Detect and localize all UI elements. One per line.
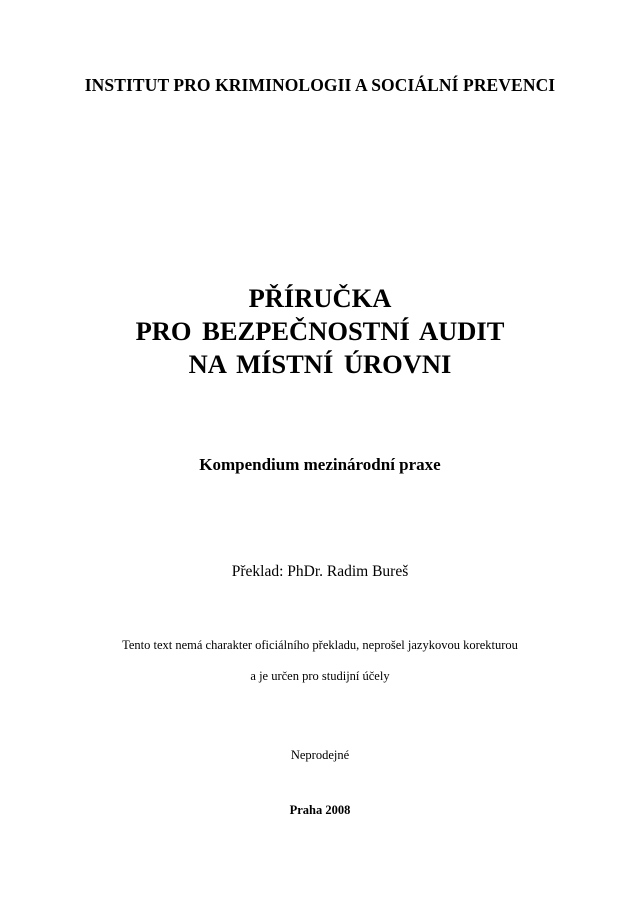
title-line-1: PŘÍRUČKA (248, 283, 392, 313)
title-line-2: PRO BEZPEČNOSTNÍ AUDIT (135, 316, 505, 346)
disclaimer-line-1: Tento text nemá charakter oficiálního překladu, neprošel jazykovou korekturou (122, 638, 518, 652)
translation-credit: Překlad: PhDr. Radim Bureš (231, 563, 409, 580)
not-for-sale-label: Neprodejné (290, 748, 350, 762)
title-line-3: NA MÍSTNÍ ÚROVNI (188, 349, 452, 379)
disclaimer-note (0, 630, 640, 692)
disclaimer-line-2: a je určen pro studijní účely (250, 669, 390, 683)
document-subtitle: Kompendium mezinárodní praxe (199, 455, 441, 474)
institute-name: INSTITUT PRO KRIMINOLOGII A SOCIÁLNÍ PREVENCI (84, 75, 556, 95)
document-title (0, 282, 640, 381)
place-and-year: Praha 2008 (289, 803, 351, 817)
